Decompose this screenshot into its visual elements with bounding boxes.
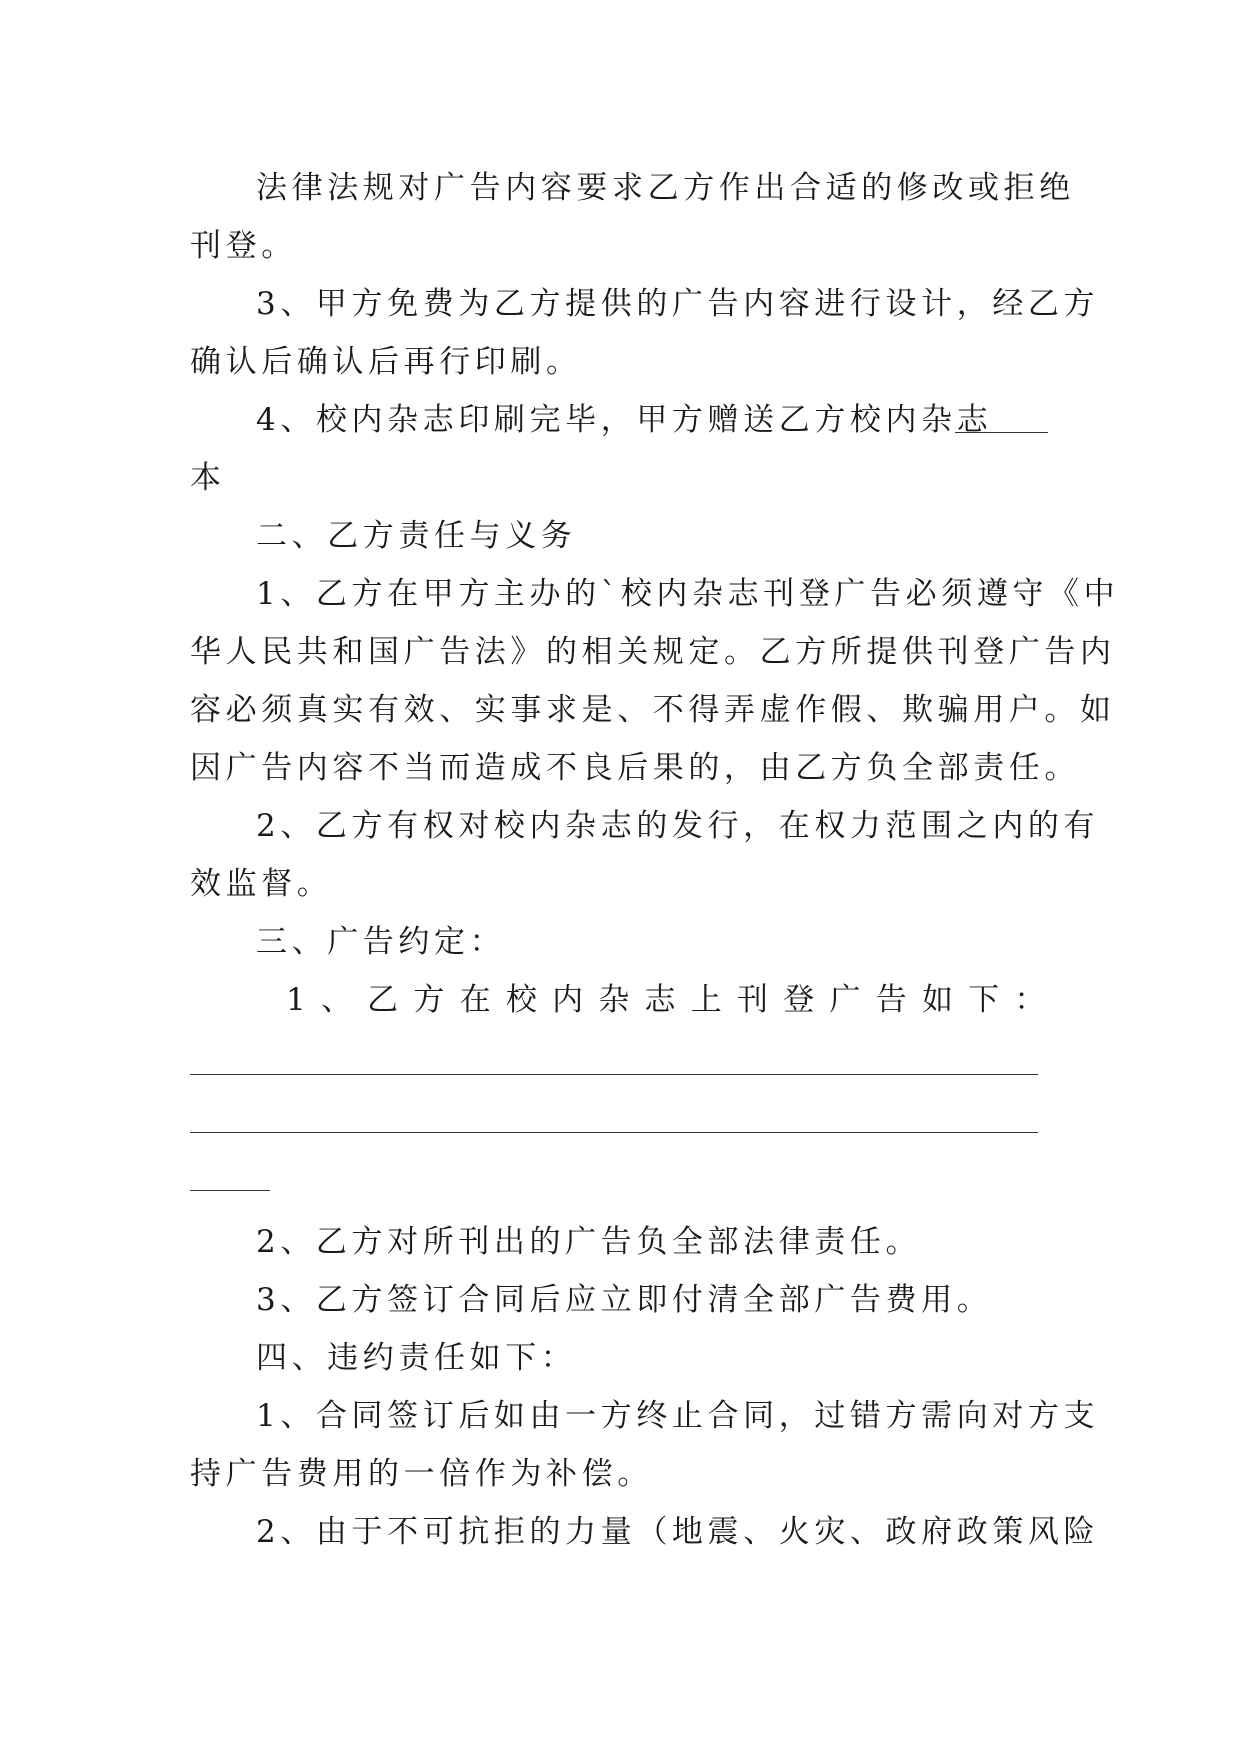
paragraph-line: 刊登。 [190,228,297,264]
paragraph-line: 因广告内容不当而造成不良后果的，由乙方负全部责任。 [190,750,1080,786]
paragraph-line: 3、乙方签订合同后应立即付清全部广告费用。 [256,1282,993,1318]
paragraph-line: 2、乙方对所刊出的广告负全部法律责任。 [256,1224,922,1260]
paragraph-line: 2、乙方有权对校内杂志的发行，在权力范围之内的有 [256,808,1100,844]
fill-in-rule [190,1132,1038,1133]
paragraph-line: 1、合同签订后如由一方终止合同，过错方需向对方支 [256,1398,1100,1434]
paragraph-line: 4、校内杂志印刷完毕，甲方赠送乙方校内杂志 [256,402,993,438]
paragraph-line: 容必须真实有效、实事求是、不得弄虚作假、欺骗用户。如 [190,692,1116,728]
section-heading: 三、广告约定： [256,924,506,960]
paragraph-line: 华人民共和国广告法》的相关规定。乙方所提供刊登广告内 [190,634,1116,670]
section-heading: 四、违约责任如下： [256,1340,577,1376]
fill-in-blank [955,432,1048,433]
paragraph-line: 本 [190,460,226,496]
paragraph-line: 3、甲方免费为乙方提供的广告内容进行设计，经乙方 [256,286,1100,322]
paragraph-line: 确认后确认后再行印刷。 [190,344,582,380]
paragraph-line: 效监督。 [190,866,333,902]
fill-in-rule [190,1190,270,1191]
section-heading: 二、乙方责任与义务 [256,518,577,554]
fill-in-rule [190,1074,1038,1075]
paragraph-line: 法律法规对广告内容要求乙方作出合适的修改或拒绝 [256,170,1075,206]
paragraph-line: 持广告费用的一倍作为补偿。 [190,1456,653,1492]
paragraph-line: 1、乙方在甲方主办的`校内杂志刊登广告必须遵守《中 [256,576,1120,612]
paragraph-line: 1、乙方在校内杂志上刊登广告如下： [286,982,1050,1018]
paragraph-line: 2、由于不可抗拒的力量（地震、火灾、政府政策风险 [256,1514,1100,1550]
